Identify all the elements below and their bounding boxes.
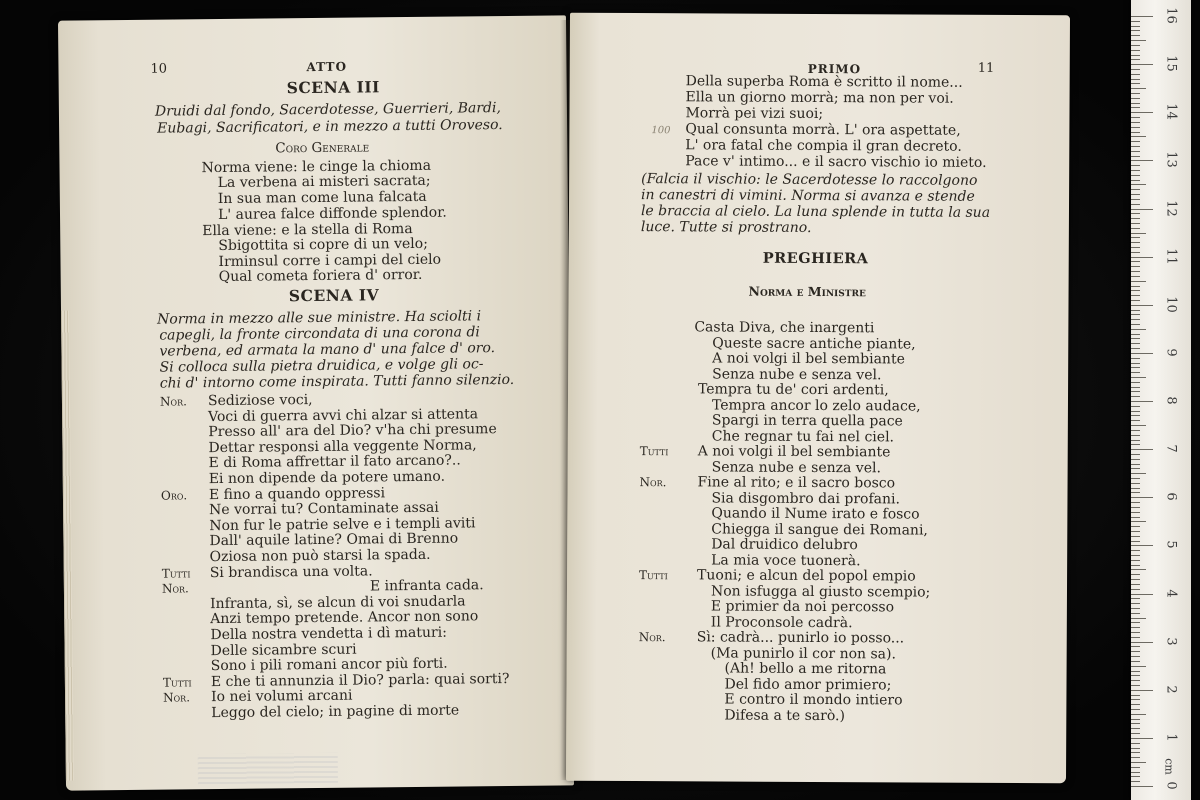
ruler-tick bbox=[1131, 266, 1140, 267]
ruler-tick bbox=[1131, 367, 1140, 368]
ruler-tick bbox=[1131, 141, 1140, 142]
prayer-line: (Ma punirlo il cor non sa). bbox=[710, 644, 896, 662]
ruler-tick bbox=[1131, 35, 1140, 36]
ruler-tick bbox=[1131, 382, 1140, 383]
ruler-tick bbox=[1131, 353, 1153, 354]
ruler-tick bbox=[1131, 646, 1140, 647]
ruler-tick bbox=[1131, 748, 1140, 749]
prayer-line: (Ah! bello a me ritorna bbox=[724, 660, 887, 678]
stage-direction-line: le braccia al cielo. La luna splende in tutta la sua bbox=[640, 203, 991, 221]
ruler-tick bbox=[1131, 454, 1140, 455]
ruler-tick bbox=[1131, 286, 1140, 287]
dialogue-line: E di Roma affrettar il fato arcano?.. bbox=[208, 452, 461, 472]
dialogue-line: Ne vorrai tu? Contaminate assai bbox=[209, 499, 439, 519]
prayer-line: Senza nube e senza vel. bbox=[711, 458, 881, 476]
scene-4-stage-line: verbena, ed armata la mano d' una falce d' oro. bbox=[159, 340, 496, 360]
speaker-label: Nor. bbox=[163, 690, 191, 706]
ruler-tick bbox=[1131, 767, 1140, 768]
ruler-tick bbox=[1131, 695, 1140, 696]
prayer-line: Del fido amor primiero; bbox=[724, 676, 892, 693]
verse-line: Norma viene: le cinge la chioma bbox=[201, 157, 432, 177]
prayer-line: A noi volgi il bel sembiante bbox=[712, 350, 905, 368]
ruler-tick bbox=[1131, 411, 1140, 412]
ruler-tick bbox=[1131, 16, 1153, 17]
ruler-tick bbox=[1131, 107, 1140, 108]
speaker-label: Nor. bbox=[161, 581, 189, 596]
right-running-head: PRIMO bbox=[807, 61, 862, 77]
prayer-line: E primier da noi percosso bbox=[710, 598, 895, 616]
verse-line: L' ora fatal che compia il gran decreto. bbox=[685, 137, 962, 155]
ruler-tick bbox=[1131, 632, 1140, 633]
prayer-line: Chiegga il sangue dei Romani, bbox=[711, 520, 928, 539]
ruler-tick bbox=[1131, 271, 1140, 272]
ruler-label: 10 bbox=[1163, 295, 1179, 313]
ruler-tick bbox=[1131, 425, 1146, 426]
ruler-tick bbox=[1131, 661, 1140, 662]
verse-line: L' aurea falce diffonde splendor. bbox=[217, 204, 447, 224]
ruler-tick bbox=[1131, 319, 1140, 320]
prayer-line: Quando il Nume irato e fosco bbox=[711, 505, 920, 523]
ruler-tick bbox=[1131, 103, 1140, 104]
verse-line: Sbigottita si copre di un velo; bbox=[218, 235, 428, 255]
dialogue-line: E che ti annunzia il Dio? parla: quai sorti? bbox=[210, 670, 510, 690]
ruler-tick bbox=[1131, 338, 1140, 339]
ruler-tick bbox=[1131, 334, 1140, 335]
ruler-tick bbox=[1131, 478, 1140, 479]
ruler-tick bbox=[1131, 440, 1140, 441]
ruler-tick bbox=[1131, 180, 1140, 181]
ruler-tick bbox=[1131, 642, 1153, 643]
ruler-tick bbox=[1131, 372, 1140, 373]
measuring-ruler bbox=[1131, 0, 1191, 800]
ruler-tick bbox=[1131, 671, 1140, 672]
ruler-tick bbox=[1131, 594, 1153, 595]
scene-3-heading: SCENA III bbox=[286, 77, 380, 98]
ruler-tick bbox=[1131, 21, 1140, 22]
ruler-tick bbox=[1131, 391, 1140, 392]
ruler-tick bbox=[1131, 541, 1140, 542]
scene-3-stage-line: Druidi dal fondo, Sacerdotesse, Guerrieri, Bardi, bbox=[154, 100, 502, 120]
ruler-label: 12 bbox=[1163, 199, 1179, 217]
dialogue-line: Ei non dipende da potere umano. bbox=[208, 468, 446, 488]
ruler-tick bbox=[1131, 252, 1140, 253]
dialogue-line: Infranta, sì, se alcun di voi snudarla bbox=[210, 593, 466, 612]
prayer-line: Sia disgombro dai profani. bbox=[711, 489, 900, 507]
stage-direction-line: luce. Tutte si prostrano. bbox=[640, 219, 812, 236]
scene-4-stage-line: capegli, la fronte circondata di una corona di bbox=[159, 324, 480, 344]
cast-heading: Norma e Ministre bbox=[748, 283, 866, 300]
ruler-tick bbox=[1131, 497, 1153, 498]
ruler-tick bbox=[1131, 531, 1140, 532]
ruler-tick bbox=[1131, 743, 1140, 744]
ruler-tick bbox=[1131, 26, 1140, 27]
ruler-tick bbox=[1131, 464, 1140, 465]
ruler-tick bbox=[1131, 276, 1140, 277]
ruler-unit: cm bbox=[1162, 758, 1176, 775]
left-page-number: 10 bbox=[150, 61, 168, 77]
dialogue-line: Anzi tempo pretende. Ancor non sono bbox=[210, 608, 479, 628]
ruler-tick bbox=[1131, 387, 1140, 388]
prayer-line: Dal druidico delubro bbox=[711, 536, 858, 554]
ruler-tick bbox=[1131, 204, 1140, 205]
ruler-tick bbox=[1131, 237, 1140, 238]
ruler-tick bbox=[1131, 300, 1140, 301]
ruler-tick bbox=[1131, 565, 1140, 566]
ruler-label: 2 bbox=[1163, 685, 1179, 694]
ruler-label: 11 bbox=[1163, 247, 1179, 265]
ruler-tick bbox=[1131, 74, 1140, 75]
ruler-label: 8 bbox=[1163, 396, 1179, 405]
ruler-label: 4 bbox=[1163, 588, 1179, 598]
ruler-label: 9 bbox=[1163, 348, 1179, 357]
ruler-tick bbox=[1131, 574, 1140, 575]
ruler-tick bbox=[1131, 579, 1140, 580]
ruler-tick bbox=[1131, 507, 1140, 508]
ruler-tick bbox=[1131, 704, 1140, 705]
scene-4-stage-line: Si colloca sulla pietra druidica, e volge gli oc- bbox=[159, 356, 484, 376]
ruler-tick bbox=[1131, 603, 1140, 604]
scene-4-stage-line: Norma in mezzo alle sue ministre. Ha sciolti i bbox=[157, 308, 482, 328]
verse-line: La verbena ai misteri sacrata; bbox=[217, 172, 431, 192]
ruler-tick bbox=[1131, 189, 1140, 190]
ruler-tick bbox=[1131, 502, 1140, 503]
dialogue-line: E infranta cada. bbox=[369, 577, 484, 595]
ruler-tick bbox=[1131, 598, 1140, 599]
ruler-tick bbox=[1131, 261, 1140, 262]
verse-line: Qual cometa foriera d' orror. bbox=[218, 266, 423, 286]
prayer-line: Non isfugga al giusto scempio; bbox=[710, 582, 931, 601]
verse-line: Della superba Roma è scritto il nome... bbox=[685, 73, 963, 91]
ruler-tick bbox=[1131, 690, 1153, 691]
verse-line: Ella un giorno morrà; ma non per voi. bbox=[685, 89, 954, 107]
ruler-tick bbox=[1131, 517, 1140, 518]
ruler-tick bbox=[1131, 728, 1140, 729]
ruler-tick bbox=[1131, 772, 1140, 773]
ruler-tick bbox=[1131, 569, 1146, 570]
ruler-tick bbox=[1131, 165, 1140, 166]
ruler-tick bbox=[1131, 160, 1153, 161]
ruler-tick bbox=[1131, 218, 1140, 219]
ruler-tick bbox=[1131, 290, 1140, 291]
prayer-line: E contro il mondo intiero bbox=[724, 691, 903, 709]
ruler-tick bbox=[1131, 521, 1146, 522]
ruler-tick bbox=[1131, 146, 1140, 147]
ruler-tick bbox=[1131, 420, 1140, 421]
ruler-label: 13 bbox=[1163, 151, 1179, 169]
ruler-tick bbox=[1131, 324, 1140, 325]
ruler-tick bbox=[1131, 449, 1153, 450]
ruler-tick bbox=[1131, 714, 1146, 715]
dialogue-line: Dall' aquile latine? Omai di Brenno bbox=[209, 530, 459, 550]
ruler-tick bbox=[1131, 132, 1140, 133]
ruler-tick bbox=[1131, 675, 1140, 676]
ruler-label: 5 bbox=[1163, 540, 1179, 550]
ruler-tick bbox=[1131, 55, 1140, 56]
dialogue-line: Io nei volumi arcani bbox=[210, 688, 353, 706]
ruler-label: 14 bbox=[1163, 103, 1179, 121]
ruler-tick bbox=[1131, 363, 1140, 364]
left-page bbox=[58, 15, 574, 790]
ruler-tick bbox=[1131, 406, 1140, 407]
dialogue-line: Non fur le patrie selve e i templi aviti bbox=[209, 515, 476, 534]
ruler-tick bbox=[1131, 343, 1140, 344]
ruler-tick bbox=[1131, 348, 1140, 349]
ruler-tick bbox=[1131, 151, 1140, 152]
ruler-tick bbox=[1131, 488, 1140, 489]
ruler-tick bbox=[1131, 738, 1153, 739]
ruler-tick bbox=[1131, 64, 1153, 65]
ruler-tick bbox=[1131, 170, 1140, 171]
ruler-tick bbox=[1131, 560, 1140, 561]
stage-direction-line: (Falcia il vischio: le Sacerdotesse lo raccolgono bbox=[641, 171, 978, 189]
speaker-label: Tutti bbox=[161, 565, 191, 581]
verse-line: In sua man come luna falcata bbox=[217, 188, 427, 208]
prayer-line: Difesa a te sarò.) bbox=[724, 707, 846, 724]
ruler-tick bbox=[1131, 213, 1140, 214]
margin-note: 100 bbox=[651, 125, 671, 137]
prayer-line: Spargi in terra quella pace bbox=[711, 412, 903, 430]
ruler-tick bbox=[1131, 709, 1140, 710]
ruler-tick bbox=[1131, 122, 1140, 123]
ruler-tick bbox=[1131, 776, 1140, 777]
chorus-heading: Coro Generale bbox=[275, 139, 370, 157]
prayer-line: Fine al rito; e il sacro bosco bbox=[697, 474, 896, 492]
ruler-tick bbox=[1131, 112, 1153, 113]
ruler-tick bbox=[1131, 752, 1140, 753]
dialogue-line: Presso all' ara del Dio? v'ha chi presume bbox=[208, 421, 497, 441]
ruler-tick bbox=[1131, 69, 1140, 70]
verse-line: Qual consunta morrà. L' ora aspettate, bbox=[685, 121, 961, 139]
ruler-label: 16 bbox=[1163, 7, 1179, 24]
ruler-tick bbox=[1131, 117, 1140, 118]
ruler-label: 0 bbox=[1163, 781, 1179, 790]
ruler-tick bbox=[1131, 93, 1140, 94]
ruler-tick bbox=[1131, 79, 1140, 80]
ruler-tick bbox=[1131, 199, 1140, 200]
ruler-tick bbox=[1131, 526, 1140, 527]
ruler-tick bbox=[1131, 401, 1153, 402]
ruler-tick bbox=[1131, 83, 1140, 84]
ruler-tick bbox=[1131, 209, 1153, 210]
prayer-line: Sì: cadrà... punirlo io posso... bbox=[696, 629, 905, 647]
prayer-line: Tuoni; e alcun del popol empio bbox=[697, 567, 916, 585]
ruler-label: 7 bbox=[1163, 444, 1179, 453]
verse-line: Morrà pei vizi suoi; bbox=[685, 105, 824, 123]
scene-3-stage-line: Eubagi, Sacrificatori, e in mezzo a tutti Oroveso. bbox=[157, 117, 503, 137]
dialogue-line: Della nostra vendetta i dì maturi: bbox=[210, 624, 447, 644]
right-page-number: 11 bbox=[977, 60, 995, 76]
ruler-label: 3 bbox=[1163, 636, 1179, 646]
ruler-tick bbox=[1131, 247, 1140, 248]
prayer-line: Tempra ancor lo zelo audace, bbox=[711, 396, 921, 415]
ruler-tick bbox=[1131, 637, 1140, 638]
ruler-tick bbox=[1131, 242, 1140, 243]
ruler-tick bbox=[1131, 786, 1153, 787]
ruler-tick bbox=[1131, 377, 1146, 378]
ruler-tick bbox=[1131, 536, 1140, 537]
ruler-tick bbox=[1131, 136, 1146, 137]
left-running-head: ATTO bbox=[306, 59, 348, 75]
dialogue-line: Sediziose voci, bbox=[207, 392, 313, 410]
dialogue-line: Delle sicambre scuri bbox=[210, 641, 357, 659]
right-page bbox=[566, 13, 1070, 784]
ruler-label: 1 bbox=[1163, 733, 1179, 742]
ruler-tick bbox=[1131, 59, 1140, 60]
ruler-label: 6 bbox=[1163, 492, 1179, 501]
speaker-label: Oro. bbox=[160, 487, 188, 503]
ruler-label: 15 bbox=[1163, 55, 1179, 72]
ruler-tick bbox=[1131, 622, 1140, 623]
prayer-line: Che regnar tu fai nel ciel. bbox=[711, 427, 895, 445]
ruler-tick bbox=[1131, 627, 1140, 628]
prayer-line: Il Proconsole cadrà. bbox=[710, 613, 853, 631]
ruler-tick bbox=[1131, 608, 1140, 609]
stage-direction-line: in canestri di vimini. Norma si avanza e stende bbox=[641, 187, 975, 205]
ruler-tick bbox=[1131, 584, 1140, 585]
ruler-tick bbox=[1131, 305, 1153, 306]
ruler-tick bbox=[1131, 468, 1140, 469]
ruler-tick bbox=[1131, 184, 1146, 185]
speaker-label: Nor. bbox=[159, 394, 187, 409]
ruler-tick bbox=[1131, 699, 1140, 700]
ruler-tick bbox=[1131, 40, 1146, 41]
dialogue-line: Si brandisca una volta. bbox=[209, 563, 373, 581]
ruler-tick bbox=[1131, 719, 1140, 720]
ruler-tick bbox=[1131, 98, 1140, 99]
ruler-tick bbox=[1131, 613, 1140, 614]
ruler-tick bbox=[1131, 127, 1140, 128]
ruler-tick bbox=[1131, 88, 1146, 89]
ruler-tick bbox=[1131, 228, 1140, 229]
ruler-tick bbox=[1131, 175, 1140, 176]
ruler-tick bbox=[1131, 459, 1140, 460]
ruler-tick bbox=[1131, 656, 1140, 657]
ruler-tick bbox=[1131, 685, 1140, 686]
ruler-tick bbox=[1131, 314, 1140, 315]
ruler-tick bbox=[1131, 281, 1146, 282]
verse-line: Pace v' intimo... e il sacro vischio io mieto. bbox=[685, 153, 987, 171]
dialogue-line: Voci di guerra avvi chi alzar si attenta bbox=[208, 405, 479, 425]
prayer-line: Senza nube e senza vel. bbox=[712, 365, 882, 383]
ruler-tick bbox=[1131, 762, 1146, 763]
ruler-tick bbox=[1131, 257, 1153, 258]
dialogue-line: E fino a quando oppressi bbox=[208, 484, 386, 503]
scene-4-heading: SCENA IV bbox=[288, 285, 380, 306]
dialogue-line: Oziosa non può starsi la spada. bbox=[209, 546, 431, 566]
ruler-tick bbox=[1131, 310, 1140, 311]
ruler-tick bbox=[1131, 233, 1146, 234]
ruler-tick bbox=[1131, 329, 1146, 330]
ruler-tick bbox=[1131, 473, 1146, 474]
ruler-tick bbox=[1131, 781, 1140, 782]
ruler-tick bbox=[1131, 723, 1140, 724]
library-stamp bbox=[198, 753, 338, 784]
ruler-tick bbox=[1131, 223, 1140, 224]
prayer-line: Tempra tu de' cori ardenti, bbox=[698, 381, 889, 399]
prayer-line: La mia voce tuonerà. bbox=[711, 551, 861, 569]
ruler-tick bbox=[1131, 415, 1140, 416]
dialogue-line: Leggo del cielo; in pagine di morte bbox=[211, 702, 460, 722]
ruler-tick bbox=[1131, 156, 1140, 157]
ruler-tick bbox=[1131, 435, 1140, 436]
speaker-label: Tutti bbox=[639, 568, 668, 583]
ruler-tick bbox=[1131, 733, 1140, 734]
ruler-tick bbox=[1131, 45, 1140, 46]
ruler-tick bbox=[1131, 666, 1146, 667]
ruler-tick bbox=[1131, 430, 1140, 431]
ruler-tick bbox=[1131, 295, 1140, 296]
verse-line: Irminsul corre i campi del cielo bbox=[218, 251, 442, 271]
ruler-tick bbox=[1131, 555, 1140, 556]
verse-line: Ella viene: e la stella di Roma bbox=[202, 220, 413, 240]
ruler-tick bbox=[1131, 550, 1140, 551]
ruler-tick bbox=[1131, 483, 1140, 484]
ruler-tick bbox=[1131, 358, 1140, 359]
ruler-tick bbox=[1131, 757, 1140, 758]
speaker-label: Nor. bbox=[638, 630, 666, 645]
speaker-label: Tutti bbox=[639, 444, 669, 459]
ruler-tick bbox=[1131, 492, 1140, 493]
ruler-tick bbox=[1131, 194, 1140, 195]
prayer-line: Queste sacre antiche piante, bbox=[712, 334, 916, 353]
ruler-tick bbox=[1131, 651, 1140, 652]
ruler-tick bbox=[1131, 50, 1140, 51]
prayer-line: Casta Diva, che inargenti bbox=[694, 319, 875, 337]
ruler-tick bbox=[1131, 512, 1140, 513]
scene-4-stage-line: chi d' intorno come inspirata. Tutti fanno silenzio. bbox=[159, 371, 515, 392]
ruler-tick bbox=[1131, 589, 1140, 590]
ruler-tick bbox=[1131, 396, 1140, 397]
dialogue-line: Sono i pili romani ancor più forti. bbox=[210, 655, 448, 675]
speaker-label: Nor. bbox=[639, 475, 667, 490]
dialogue-line: Dettar responsi alla veggente Norma, bbox=[208, 437, 477, 456]
ruler-tick bbox=[1131, 444, 1140, 445]
ruler-tick bbox=[1131, 618, 1146, 619]
preghiera-heading: PREGHIERA bbox=[762, 249, 869, 268]
ruler-tick bbox=[1131, 545, 1153, 546]
prayer-line: A noi volgi il bel sembiante bbox=[697, 443, 891, 461]
ruler-tick bbox=[1131, 680, 1140, 681]
speaker-label: Tutti bbox=[162, 675, 192, 690]
ruler-tick bbox=[1131, 30, 1140, 31]
